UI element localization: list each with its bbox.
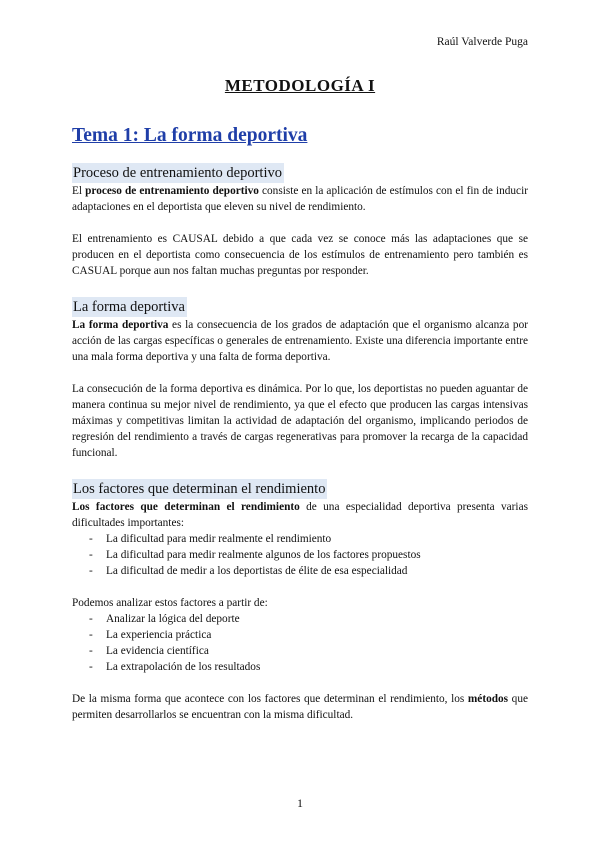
paragraph-forma-dinamica: La consecución de la forma deportiva es dinámica. Por lo que, los deportistas no pueden aguantar de manera continua su mejor nivel de rendimiento, ya que el efecto que producen las cargas intensivas máximas y competitivas limitan la actividad de adaptación del organismo, implicando periodos de regresión del rendimiento a través de cargas regenerativas para promover la recarga de la capacidad funcional. bbox=[72, 383, 528, 459]
bold-term: Los factores que determinan el rendimiento bbox=[72, 501, 300, 513]
section-heading-forma: La forma deportiva bbox=[73, 299, 185, 315]
paragraph-analizar: Podemos analizar estos factores a partir de: bbox=[72, 597, 268, 609]
paragraph-factores-intro bbox=[72, 499, 528, 531]
paragraph-forma-definition bbox=[72, 317, 528, 365]
list-item: - La experiencia práctica bbox=[72, 627, 528, 643]
chapter-title: Tema 1: La forma deportiva bbox=[72, 125, 308, 146]
paragraph-metodos bbox=[72, 691, 528, 723]
author-header: Raúl Valverde Puga bbox=[436, 36, 528, 48]
section-heading-proceso: Proceso de entrenamiento deportivo bbox=[73, 165, 282, 181]
text-fragment: El bbox=[72, 185, 86, 197]
list-item: - La evidencia científica bbox=[72, 643, 528, 659]
page-number: 1 bbox=[297, 796, 303, 810]
paragraph-proceso-definition bbox=[72, 183, 528, 215]
text-fragment: es la consecuencia de los grados de adaptación que el organismo alcanza por acción de las cargas específicas o generales de entrenamiento. Existe una diferencia importante entre una mala forma deportiva y una falta de forma deportiva. bbox=[72, 319, 528, 363]
bold-term: métodos bbox=[467, 693, 509, 705]
text-fragment: que permiten desarrollarlos se encuentran con la misma dificultad. bbox=[72, 693, 528, 721]
document-body bbox=[72, 163, 528, 723]
section-heading-factores: Los factores que determinan el rendimiento bbox=[73, 481, 326, 497]
bold-term: proceso de entrenamiento deportivo bbox=[85, 185, 259, 197]
list-item: - La dificultad de medir a los deportistas de élite de esa especialidad bbox=[72, 563, 528, 579]
document-title: METODOLOGÍA I bbox=[224, 76, 376, 95]
list-item: - La dificultad para medir realmente el rendimiento bbox=[72, 531, 528, 547]
list-item: - Analizar la lógica del deporte bbox=[72, 611, 528, 627]
text-fragment: De la misma forma que acontece con los factores que determinan el rendimiento, los bbox=[72, 693, 468, 705]
analysis-list bbox=[72, 611, 528, 675]
list-item: - La extrapolación de los resultados bbox=[72, 659, 528, 675]
text-fragment: de una especialidad deportiva presenta varias dificultades importantes: bbox=[72, 501, 528, 529]
list-item: - La dificultad para medir realmente algunos de los factores propuestos bbox=[72, 547, 528, 563]
paragraph-causal-casual: El entrenamiento es CAUSAL debido a que cada vez se conoce más las adaptaciones que se producen en el deportista como consecuencia de los estímulos de entrenamiento pero también es CASUAL porque aun nos faltan muchas preguntas por responder. bbox=[72, 233, 528, 277]
bold-term: La forma deportiva bbox=[72, 319, 169, 331]
difficulties-list bbox=[72, 531, 528, 579]
text-fragment: consiste en la aplicación de estímulos con el fin de inducir adaptaciones en el deportista que eleven su nivel de rendimiento. bbox=[72, 185, 528, 213]
